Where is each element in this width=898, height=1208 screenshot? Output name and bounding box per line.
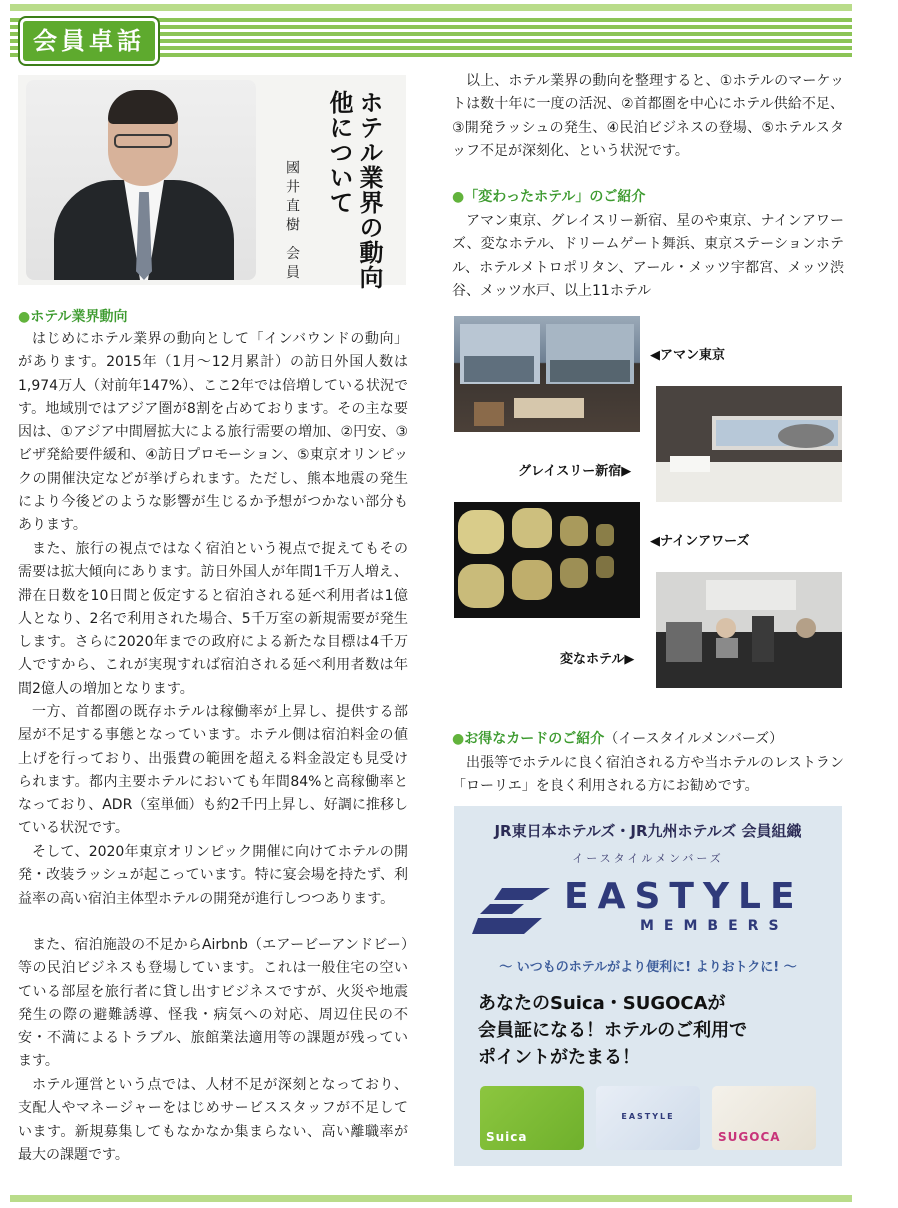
- ad-tagline: 〜 いつものホテルがより便利に! よりおトクに! 〜: [499, 960, 797, 975]
- caption-aman-tokyo: ◀アマン東京: [650, 348, 725, 363]
- paragraph-demand: また、旅行の視点ではなく宿泊という視点で捉えてもその需要は拡大傾向にあります。訪日外国人が年間1千万人増え、滞在日数を10日間と仮定すると宿泊される延べ利用者は1億人となり、2名で利用された場合、5千万室の新規需要が発生します。さらに2020年までの政府による新たな目標は4千万人ですから、これが実現すれば宿泊される延べ利用者数は年間2億人の増加となります。: [18, 541, 408, 697]
- portrait-hair: [108, 90, 178, 124]
- eastyle-members-ad: [454, 806, 842, 1166]
- heading-card-intro: ●お得なカードのご紹介（イースタイルメンバーズ）: [452, 731, 784, 747]
- paragraph-hotel-list: アマン東京、グレイスリー新宿、星のや東京、ナインアワーズ、変なホテル、ドリームゲート舞浜、東京ステーションホテル、ホテルメトロポリタン、アール・メッツ宇都宮、メッツ渋谷、メッツ水戸、以上11ホテル: [452, 213, 844, 299]
- card-sugoca: SUGOCA: [712, 1086, 816, 1150]
- paragraph-development: そして、2020年東京オリンピック開催に向けてホテルの開発・改装ラッシュが起こっています。特に宴会場を持たず、利益率の高い宿泊主体型ホテルの開発が進行しつつあります。: [18, 844, 408, 907]
- bottom-decorative-bar: [10, 1195, 852, 1202]
- author-portrait: [26, 80, 256, 280]
- nine-hours-capsule-illustration: [454, 502, 640, 618]
- eastyle-logo-icon: [472, 886, 552, 936]
- heading-unique-hotels: ●「変わったホテル」のご紹介: [452, 189, 646, 205]
- card-eastyle: EASTYLE: [596, 1086, 700, 1150]
- top-decorative-bar: [10, 4, 852, 11]
- portrait-glasses: [114, 134, 172, 148]
- henn-na-hotel-illustration: [656, 572, 842, 688]
- paragraph-inbound: はじめにホテル業界の動向として「インバウンドの動向」があります。2015年（1月〜12月累計）の訪日外国人数は1,974万人（対前年147%）、ここ2年では倍増している状況です。地域別ではアジア圏が8割を占めております。その主な要因は、①アジア中間層拡大による旅行需要の増加、②円安、③ビザ発給要件緩和、④訪日プロモーション、⑤東京オリンピックの開催決定などが挙げられます。ただし、熊本地震の発生により今後どのような影響が生じるか予想がつかない部分もあります。: [18, 331, 409, 534]
- article-title: ホテル業界の動向他について: [325, 90, 384, 290]
- caption-gracery-shinjuku: グレイスリー新宿▶: [518, 464, 632, 479]
- bullet-icon: ●: [452, 189, 465, 205]
- caption-henn-na-hotel: 変なホテル▶: [560, 652, 635, 667]
- paragraph-occupancy: 一方、首都圏の既存ホテルは稼働率が上昇し、提供する部屋が不足する事態となっています。ホテル側は宿泊料金の値上げを行っており、出張費の範囲を超える料金設定も見受けられます。都内主要ホテルにおいても年間84%と高稼働率となっており、ADR（室単価）も約2千円上昇し、好調に推移している状況です。: [18, 704, 408, 837]
- ad-subheadline: イースタイルメンバーズ: [572, 852, 724, 865]
- photo-henn-na-hotel: [656, 572, 842, 688]
- photo-aman-tokyo: [454, 316, 640, 432]
- ad-brand-name: EASTYLE: [564, 876, 804, 917]
- paragraph-staffing: ホテル運営という点では、人材不足が深刻となっており、支配人やマネージャーをはじめサービススタッフが不足しています。新規募集してもなかなか集まらない、高い離職率が最大の課題です。: [18, 1077, 408, 1163]
- bullet-icon: ●: [18, 309, 31, 325]
- bullet-icon: ●: [452, 731, 465, 747]
- paragraph-card-intro: 出張等でホテルに良く宿泊される方や当ホテルのレストラン「ローリエ」を良く利用される方にお勧めです。: [452, 755, 844, 795]
- section-title: 会員卓話: [20, 18, 158, 64]
- heading-hotel-trends: ●ホテル業界動向: [18, 309, 128, 325]
- card-suica: Suica: [480, 1086, 584, 1150]
- caption-nine-hours: ◀ナインアワーズ: [650, 534, 750, 549]
- gracery-room-illustration: [656, 386, 842, 502]
- ad-main-copy: あなたのSuica・SUGOCAが 会員証になる！ホテルのご利用で ポイントがたまる！: [478, 993, 748, 1068]
- ad-members-label: MEMBERS: [640, 918, 789, 934]
- paragraph-summary: 以上、ホテル業界の動向を整理すると、①ホテルのマーケットは数十年に一度の活況、②首都圏を中心にホテル供給不足、③開発ラッシュの発生、④民泊ビジネスの登場、⑤ホテルスタッフ不足が深刻化、という状況です。: [452, 73, 844, 159]
- photo-nine-hours: [454, 502, 640, 618]
- ad-headline: JR東日本ホテルズ・JR九州ホテルズ 会員組織: [494, 822, 802, 840]
- photo-hotel-gracery: [656, 386, 842, 502]
- paragraph-minpaku: また、宿泊施設の不足からAirbnb（エアービーアンドビー）等の民泊ビジネスも登場しています。これは一般住宅の空いている部屋を旅行者に貸し出すビジネスですが、火災や地震発生の際の避難誘導、怪我・病気への対応、周辺住民の不安・不満によるトラブル、旅館業法適用等の課題が残っています。: [18, 937, 408, 1070]
- aman-room-illustration: [454, 316, 640, 432]
- article-author: 國井直樹 会員: [284, 160, 300, 284]
